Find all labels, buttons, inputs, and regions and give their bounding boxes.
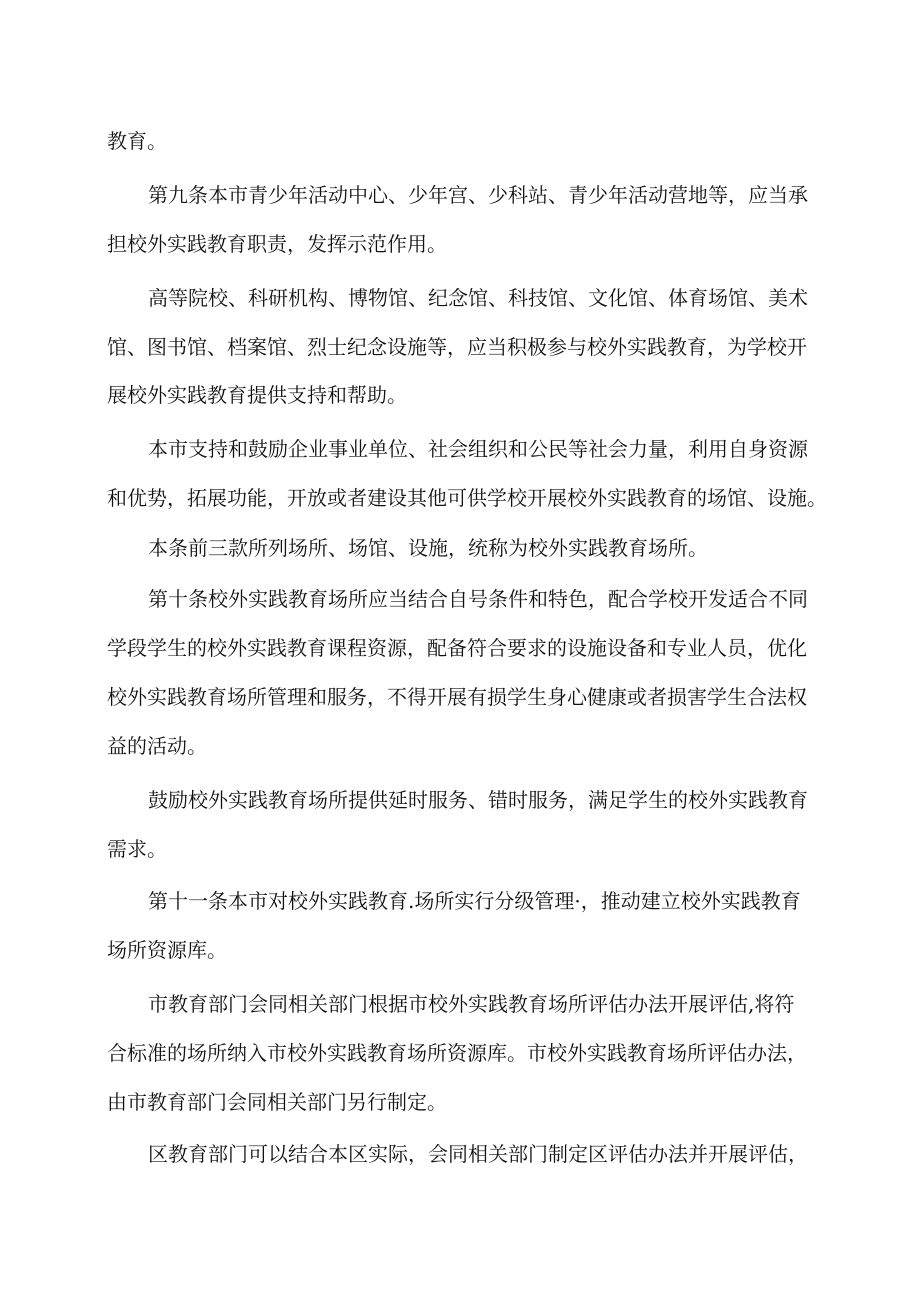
text-line: 展校外实践教育提供支持和帮助。 bbox=[107, 383, 407, 407]
text-line: 和优势，拓展功能，开放或者建设其他可供学校开展校外实践教育的场馆、设施。 bbox=[107, 486, 827, 510]
text-line: 益的活动。 bbox=[107, 734, 207, 758]
text-line: 校外实践教育场所管理和服务，不得开展有损学生身心健康或者损害学生合法权 bbox=[107, 685, 807, 709]
text-line: 本条前三款所列场所、场馆、设施，统称为校外实践教育场所。 bbox=[148, 536, 708, 560]
text-line: 担校外实践教育职责，发挥示范作用。 bbox=[107, 232, 447, 256]
text-line: 第十一条本市对校外实践教育.场所实行分级管理·，推动建立校外实践教育 bbox=[148, 889, 801, 913]
text-line: 馆、图书馆、档案馆、烈士纪念设施等，应当积极参与校外实践教育，为学校开 bbox=[107, 335, 807, 359]
text-line: 鼓励校外实践教育场所提供延时服务、错时服务，满足学生的校外实践教育 bbox=[148, 788, 808, 812]
text-line: 本市支持和鼓励企业事业单位、社会组织和公民等社会力量，利用自身资源 bbox=[148, 437, 808, 461]
text-line: 第九条本市青少年活动中心、少年宫、少科站、青少年活动营地等，应当承 bbox=[148, 183, 808, 207]
text-line: 市教育部门会同相关部门根据市校外实践教育场所评估办法开展评估,将符 bbox=[148, 992, 795, 1016]
text-line: 由市教育部门会同相关部门另行制定。 bbox=[107, 1090, 447, 1114]
text-line: 场所资源库。 bbox=[107, 938, 227, 962]
text-line: 高等院校、科研机构、博物馆、纪念馆、科技馆、文化馆、体育场馆、美术 bbox=[148, 286, 808, 310]
text-line: 第十条校外实践教育场所应当结合自号条件和特色，配合学校开发适合不同 bbox=[148, 587, 808, 611]
text-line: 教育。 bbox=[107, 129, 167, 153]
text-line: 需求。 bbox=[107, 837, 167, 861]
text-line: 学段学生的校外实践教育课程资源，配备符合要求的设施设备和专业人员，优化 bbox=[107, 636, 807, 660]
text-line: 区教育部门可以结合本区实际，会同相关部门制定区评估办法并开展评估， bbox=[148, 1142, 808, 1166]
text-line: 合标准的场所纳入市校外实践教育场所资源库。市校外实践教育场所评估办法， bbox=[107, 1041, 807, 1065]
